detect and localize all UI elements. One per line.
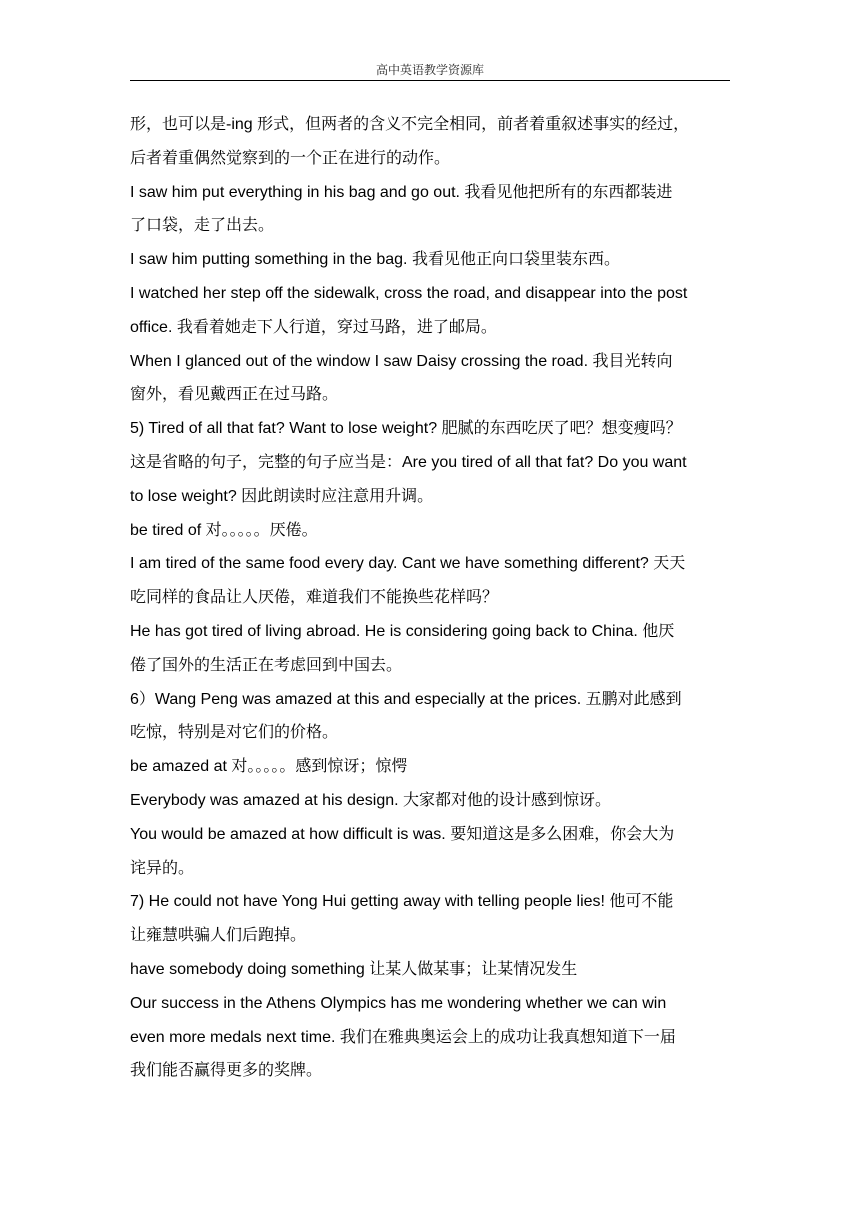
text-line: When I glanced out of the window I saw Daisy crossing the road. 我目光转向	[130, 352, 673, 370]
text-line: 后者着重偶然觉察到的一个正在进行的动作。	[130, 149, 451, 167]
text-line: 吃同样的食品让人厌倦，难道我们不能换些花样吗？	[130, 589, 499, 607]
text-line: be amazed at 对。。。。。感到惊讶；惊愕	[130, 758, 408, 776]
text-line: office. 我看着她走下人行道，穿过马路，进了邮局。	[130, 318, 497, 336]
text-line: 倦了国外的生活正在考虑回到中国去。	[130, 656, 403, 674]
text-line: 吃惊，特别是对它们的价格。	[130, 724, 339, 742]
text-line: 6）Wang Peng was amazed at this and especially at the prices. 五鹏对此感到	[130, 690, 682, 708]
text-line: 5) Tired of all that fat? Want to lose weight? 肥腻的东西吃厌了吧？想变瘦吗？	[130, 420, 682, 438]
text-line: You would be amazed at how difficult is was. 要知道这是多么困难，你会大为	[130, 825, 675, 843]
body-text	[130, 108, 734, 1088]
text-line: He has got tired of living abroad. He is considering going back to China. 他厌	[130, 622, 675, 640]
text-line: have somebody doing something 让某人做某事；让某情况发生	[130, 960, 578, 978]
text-line: I am tired of the same food every day. Cant we have something different? 天天	[130, 555, 686, 573]
text-line: 诧异的。	[130, 859, 195, 877]
text-line: 这是省略的句子，完整的句子应当是：Are you tired of all that fat? Do you want	[130, 453, 687, 471]
header-rule	[130, 80, 730, 81]
text-line: Our success in the Athens Olympics has me wondering whether we can win	[130, 994, 667, 1012]
text-line: even more medals next time. 我们在雅典奥运会上的成功让我真想知道下一届	[130, 1028, 676, 1046]
text-line: I saw him put everything in his bag and go out. 我看见他把所有的东西都装进	[130, 183, 673, 201]
text-line: 我们能否赢得更多的奖牌。	[130, 1062, 323, 1080]
text-line: to lose weight? 因此朗读时应注意用升调。	[130, 487, 434, 505]
text-line: 7) He could not have Yong Hui getting away with telling people lies! 他可不能	[130, 893, 674, 911]
text-line: Everybody was amazed at his design. 大家都对他的设计感到惊讶。	[130, 791, 612, 809]
text-line: be tired of 对。。。。。厌倦。	[130, 521, 318, 539]
text-line: 了口袋，走了出去。	[130, 217, 275, 235]
text-line: 形，也可以是-ing 形式，但两者的含义不完全相同，前者着重叙述事实的经过，	[130, 116, 690, 133]
text-line: I saw him putting something in the bag. 我看见他正向口袋里装东西。	[130, 251, 620, 269]
text-line: I watched her step off the sidewalk, cross the road, and disappear into the post	[130, 284, 688, 302]
page-header: 高中英语教学资源库	[375, 63, 484, 77]
text-line: 让雍慧哄骗人们后跑掉。	[130, 927, 307, 945]
text-line: 窗外，看见戴西正在过马路。	[130, 386, 339, 404]
